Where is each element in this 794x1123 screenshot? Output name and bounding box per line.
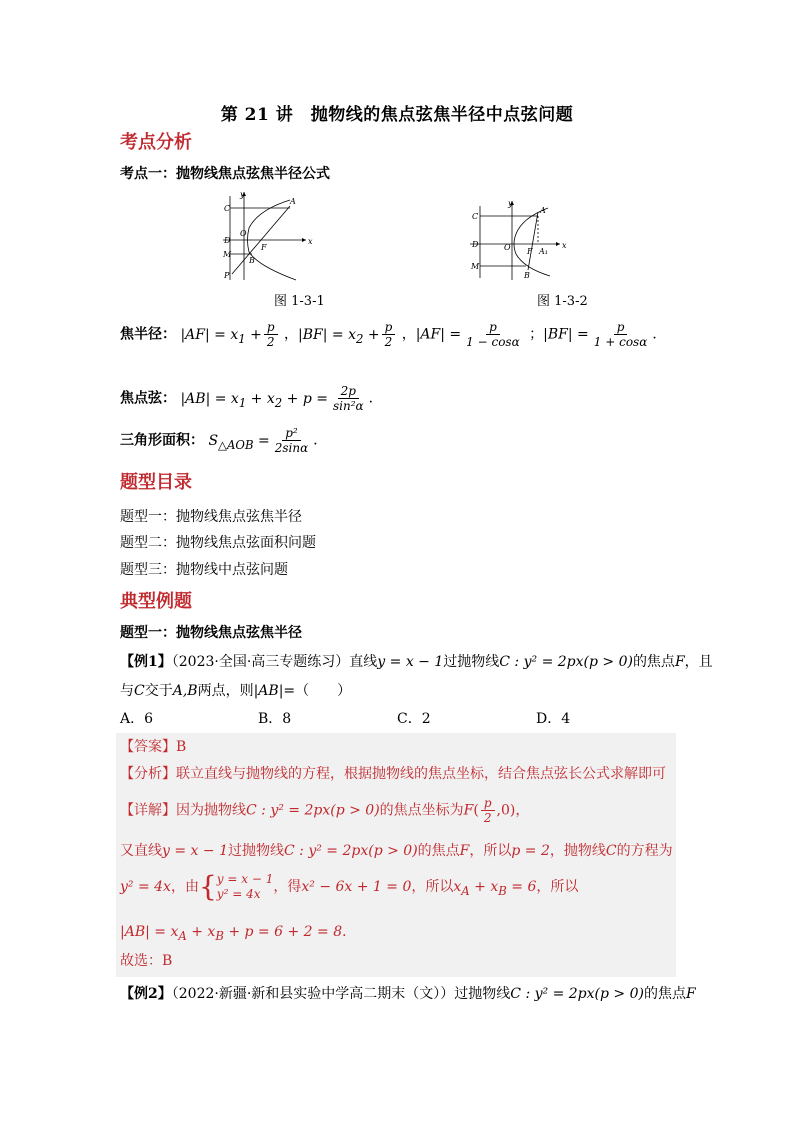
option-d: D．4 bbox=[536, 711, 571, 727]
section-analysis-heading: 考点分析 bbox=[120, 132, 192, 153]
catalog-item-3: 题型三：抛物线中点弦问题 bbox=[120, 562, 288, 578]
example2-tag: 【例2】 bbox=[120, 986, 172, 1002]
fig1-label-x: x bbox=[308, 237, 313, 246]
conclusion-line: 故选：B bbox=[120, 953, 173, 969]
figure-1-3-1-svg bbox=[218, 188, 318, 283]
option-a: A．6 bbox=[120, 711, 154, 727]
detail-text-2a: 又直线 bbox=[120, 843, 162, 859]
triangle-area-label: 三角形面积： bbox=[120, 432, 204, 449]
fig2-label-f: F bbox=[527, 247, 533, 256]
fig2-label-y: y bbox=[508, 199, 513, 208]
detail-text-1: 因为抛物线 bbox=[176, 802, 246, 819]
figure-1-3-1 bbox=[218, 188, 318, 283]
example1-tag: 【例1】 bbox=[120, 654, 172, 670]
fig1-label-d: D bbox=[224, 236, 231, 245]
answer-line bbox=[120, 736, 186, 756]
detail-text-1b: 的焦点坐标为 bbox=[379, 802, 464, 819]
section-catalog-heading: 题型目录 bbox=[120, 472, 192, 493]
fig2-label-m: M bbox=[471, 262, 480, 271]
figure-1-caption: 图 1-3-1 bbox=[274, 294, 325, 309]
fig1-label-o: O bbox=[240, 229, 247, 238]
detail-text-2d: ，所以 bbox=[469, 843, 512, 859]
fig1-label-y: y bbox=[240, 190, 245, 199]
fig1-label-a: A bbox=[290, 197, 296, 206]
type1-heading: 题型一：抛物线焦点弦焦半径 bbox=[120, 625, 302, 641]
detail-text-3a: ，由 bbox=[170, 879, 199, 895]
analysis-tag: 【分析】 bbox=[120, 766, 176, 782]
analysis-line bbox=[120, 763, 666, 783]
section-examples-heading: 典型例题 bbox=[120, 591, 192, 612]
detail-text-3d: ，所以 bbox=[536, 879, 579, 895]
page-title: 第 21 讲 抛物线的焦点弦焦半径中点弦问题 bbox=[220, 105, 574, 125]
fig2-label-b: B bbox=[524, 271, 530, 280]
option-b: B．8 bbox=[258, 711, 292, 727]
detail-text-3b: ，得 bbox=[273, 879, 302, 895]
figure-1-3-2-svg bbox=[462, 198, 572, 283]
focal-radius-formula: 焦半径： $|AF| = x_1$ + $\frac{p}{2}$ ，$|BF| = x_2$ + $\frac{p}{2}$ ，|AF| = $\frac{p}{1 - \cos\alpha}$ ；|BF| = $\frac{p}{1 + \cos\alpha}$ ． bbox=[120, 320, 667, 349]
example1-text-b: 过抛物线 bbox=[443, 654, 500, 670]
fig2-label-o: O bbox=[504, 243, 511, 252]
fig1-label-b: B bbox=[249, 256, 255, 265]
example2-line1: 【例2】（2022·新疆·新和县实验中学高二期末（文））过抛物线C : y² = 2px(p > 0)的焦点F bbox=[120, 986, 696, 1002]
example2-source: （2022·新疆·新和县实验中学高二期末（文）） bbox=[171, 986, 455, 1002]
fig1-label-c: C bbox=[224, 204, 231, 213]
focal-chord-formula: 焦点弦： $|AB| = x_1 + x_2 + p$ = $\frac{2p}{\text{sin²α}}$ ． bbox=[120, 384, 383, 413]
option-c: C．2 bbox=[397, 711, 431, 727]
answer-value: B bbox=[176, 739, 187, 755]
detail-tag: 【详解】 bbox=[120, 802, 176, 819]
figure-2-caption: 图 1-3-2 bbox=[537, 294, 588, 309]
catalog-item-1: 题型一：抛物线焦点弦焦半径 bbox=[120, 509, 302, 525]
fig2-label-a: A bbox=[540, 206, 546, 215]
example2-text-b: 的焦点 bbox=[643, 986, 686, 1002]
answer-tag: 【答案】 bbox=[120, 739, 176, 755]
detail-text-2f: 的方程为 bbox=[616, 843, 673, 859]
fig2-label-x: x bbox=[562, 241, 567, 250]
figure-1-3-2 bbox=[462, 198, 572, 283]
fig1-label-f: F bbox=[261, 243, 267, 252]
example1-text-h: （ ） bbox=[295, 683, 352, 699]
example1-source: （2023·全国·高三专题练习） bbox=[171, 654, 350, 670]
example2-text: 过抛物线 bbox=[454, 986, 511, 1002]
detail-line-4: $|AB| = x_A + x_B + p = 6 + 2 = 8$． bbox=[120, 924, 357, 943]
example1-text-e: 与 bbox=[120, 683, 134, 699]
detail-text-2e: ，抛物线 bbox=[549, 843, 606, 859]
catalog-item-2: 题型二：抛物线焦点弦面积问题 bbox=[120, 535, 316, 551]
detail-text-3c: ，所以 bbox=[411, 879, 454, 895]
fig1-label-p: P bbox=[224, 271, 230, 280]
fig1-label-m: M bbox=[223, 250, 232, 259]
detail-line-2: 又直线y = x − 1过抛物线C : y² = 2px(p > 0)的焦点F，所以p = 2，抛物线C的方程为 bbox=[120, 843, 673, 859]
detail-text-2b: 过抛物线 bbox=[227, 843, 284, 859]
example1-text-f: 交于 bbox=[144, 683, 173, 699]
example1-line1: 【例1】（2023·全国·高三专题练习）直线y = x − 1过抛物线C : y² = 2px(p > 0)的焦点F，且 bbox=[120, 654, 713, 670]
focal-radius-label: 焦半径： bbox=[120, 326, 176, 343]
fig2-label-c: C bbox=[472, 212, 479, 221]
fig2-label-a1: A₁ bbox=[539, 247, 548, 256]
triangle-area-formula: 三角形面积： $S_{\triangle AOB}$ = $\frac{\text{p²}}{2\sin\alpha}$ ． bbox=[120, 426, 328, 455]
detail-line-3: y² = 4x，由{ y = x − 1 y² = 4x ，得x² − 6x + 1 = 0，所以$x_A + x_B = 6$，所以 bbox=[120, 870, 579, 903]
analysis-text: 联立直线与抛物线的方程，根据抛物线的焦点坐标，结合焦点弦长公式求解即可 bbox=[176, 766, 666, 782]
example1-text-g: 两点，则 bbox=[197, 683, 254, 699]
example1-text-a: 直线 bbox=[349, 654, 378, 670]
detail-text-2c: 的焦点 bbox=[417, 843, 460, 859]
fig2-label-d: D bbox=[472, 240, 479, 249]
focal-chord-label: 焦点弦： bbox=[120, 390, 176, 407]
point1-heading: 考点一：抛物线焦点弦焦半径公式 bbox=[120, 166, 330, 182]
detail-line-1: 【详解】因为抛物线C : y² = 2px(p > 0)的焦点坐标为F( $\frac{p}{2}$ ,0)， bbox=[120, 796, 530, 825]
example1-line2: 与C交于A,B两点，则|AB|=（ ） bbox=[120, 683, 352, 699]
example1-text-c: 的焦点 bbox=[632, 654, 675, 670]
example1-text-d: ，且 bbox=[684, 654, 713, 670]
